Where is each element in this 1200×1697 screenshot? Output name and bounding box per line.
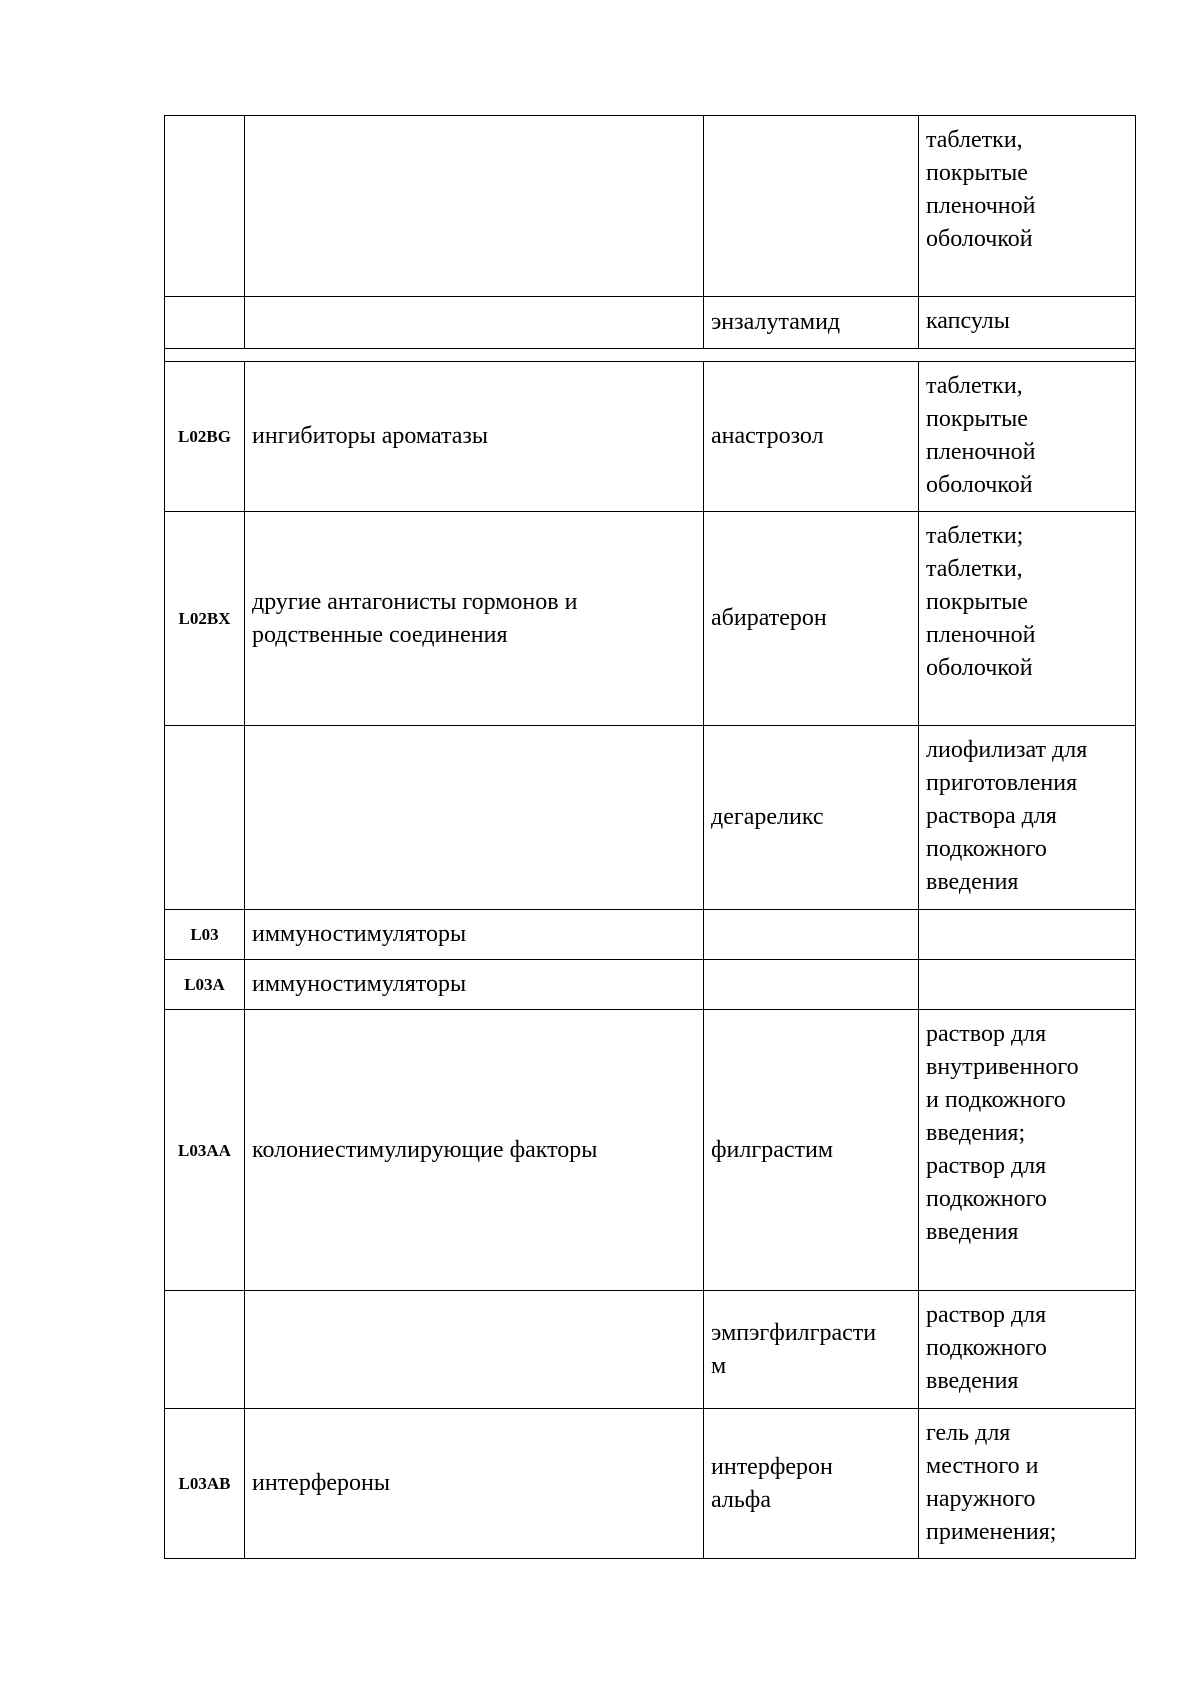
table-row — [165, 1409, 1136, 1559]
group-cell — [245, 726, 704, 910]
group-cell: интерфероны — [245, 1409, 704, 1559]
group-cell: иммуностимуляторы — [245, 960, 704, 1010]
drug-name-cell: анастрозол — [704, 362, 919, 512]
dosage-form-cell: таблетки; таблетки, покрытые пленочной оболочкой — [919, 512, 1136, 726]
drug-name-cell: абиратерон — [704, 512, 919, 726]
dosage-form-cell — [919, 910, 1136, 960]
drug-name-cell: интерферон альфа — [704, 1409, 919, 1559]
drug-name-cell — [704, 116, 919, 297]
dosage-form-cell: гель для местного и наружного применения; — [919, 1409, 1136, 1559]
table-row — [165, 960, 1136, 1010]
group-cell: ингибиторы ароматазы — [245, 362, 704, 512]
table-row — [165, 297, 1136, 349]
atc-code-cell: L03AA — [165, 1010, 245, 1291]
dosage-form-cell: таблетки, покрытые пленочной оболочкой — [919, 116, 1136, 297]
table-row — [165, 1291, 1136, 1409]
dosage-form-cell: капсулы — [919, 297, 1136, 349]
atc-code-cell: L02BG — [165, 362, 245, 512]
drug-name-cell: энзалутамид — [704, 297, 919, 349]
medication-table — [164, 115, 1136, 1559]
atc-code-cell: L02BX — [165, 512, 245, 726]
drug-name-cell: эмпэгфилграсти м — [704, 1291, 919, 1409]
table-spacer-row — [165, 349, 1136, 362]
drug-name-cell — [704, 960, 919, 1010]
group-cell: колониестимулирующие факторы — [245, 1010, 704, 1291]
dosage-form-cell: раствор для подкожного введения — [919, 1291, 1136, 1409]
atc-code-cell: L03AB — [165, 1409, 245, 1559]
atc-code-cell: L03 — [165, 910, 245, 960]
drug-name-cell — [704, 910, 919, 960]
drug-name-cell: дегареликс — [704, 726, 919, 910]
dosage-form-cell: лиофилизат для приготовления раствора для подкожного введения — [919, 726, 1136, 910]
dosage-form-cell: раствор для внутривенного и подкожного введения; раствор для подкожного введения — [919, 1010, 1136, 1291]
drug-name-cell: филграстим — [704, 1010, 919, 1291]
group-cell: иммуностимуляторы — [245, 910, 704, 960]
dosage-form-cell: таблетки, покрытые пленочной оболочкой — [919, 362, 1136, 512]
group-cell: другие антагонисты гормонов и родственные соединения — [245, 512, 704, 726]
table-row — [165, 362, 1136, 512]
table-row — [165, 726, 1136, 910]
spacer-cell — [165, 349, 1136, 362]
atc-code-cell — [165, 297, 245, 349]
table-row — [165, 910, 1136, 960]
table-row — [165, 1010, 1136, 1291]
atc-code-cell — [165, 1291, 245, 1409]
dosage-form-cell — [919, 960, 1136, 1010]
table-row — [165, 512, 1136, 726]
atc-code-cell — [165, 726, 245, 910]
atc-code-cell — [165, 116, 245, 297]
table-row — [165, 116, 1136, 297]
group-cell — [245, 297, 704, 349]
atc-code-cell: L03A — [165, 960, 245, 1010]
group-cell — [245, 116, 704, 297]
group-cell — [245, 1291, 704, 1409]
